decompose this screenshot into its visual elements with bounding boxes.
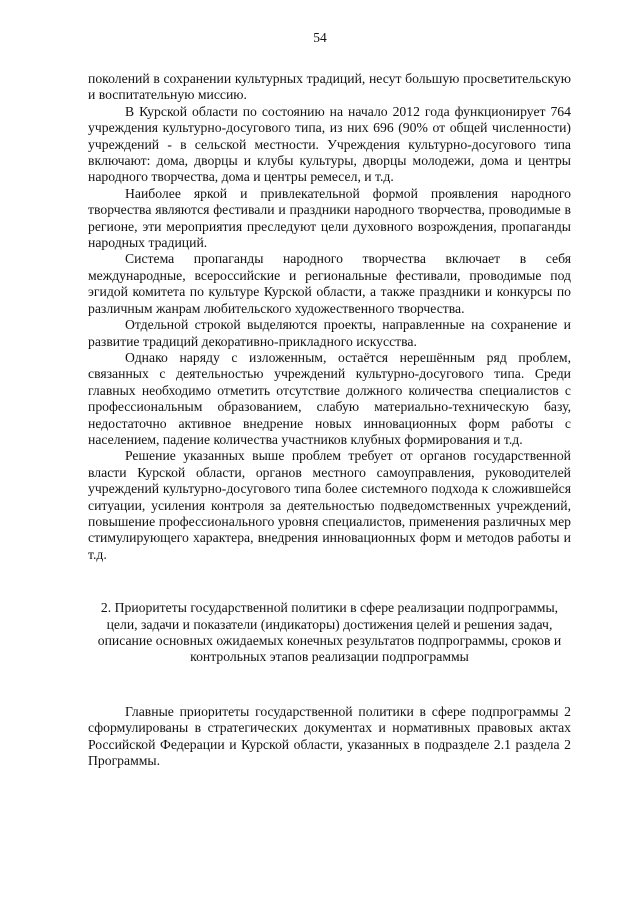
paragraph-2: В Курской области по состоянию на начало 2012 года функционирует 764 учреждения культурно-досугового типа, из них 696 (90% от общей численности) учреждений - в сельской местности. Учреждения культурно-досугового типа включают: дома, дворцы и клубы культуры, дворцы молодежи, дома и центры народного творчества, дома и центры ремесел, и т.д. (88, 103, 571, 185)
paragraph-7: Решение указанных выше проблем требует от органов государственной власти Курской области, органов местного самоуправления, руководителей учреждений культурно-досугового типа более системного подхода к сложившейся ситуации, усиления контроля за деятельностью подведомственных учреждений, повышение профессионального уровня специалистов, применения различных мер стимулирующего характера, внедрения инновационных форм и методов работы и т.д. (88, 448, 571, 562)
section-heading: 2. Приоритеты государственной политики в сфере реализации подпрограммы, цели, задачи и показатели (индикаторы) достижения целей и решения задач, описание основных ожидаемых конечных результатов подпрограммы, сроков и контрольных этапов реализации подпрограммы (97, 600, 562, 665)
paragraph-4: Система пропаганды народного творчества включает в себя международные, всероссийские и региональные фестивали, проводимые под эгидой комитета по культуре Курской области, а также праздники и конкурсы по различным жанрам любительского художественного творчества. (88, 251, 571, 316)
paragraph-1: поколений в сохранении культурных традиций, несут большую просветительскую и воспитательную миссию. (88, 71, 571, 103)
paragraph-5: Отдельной строкой выделяются проекты, направленные на сохранение и развитие традиций декоративно-прикладного искусства. (88, 317, 571, 349)
page-number: 54 (313, 30, 327, 45)
paragraph-6: Однако наряду с изложенным, остаётся нерешённым ряд проблем, связанных с деятельностью учреждений культурно-досугового типа. Среди главных необходимо отметить отсутствие должного количества специалистов с профессиональным образованием, слабую материально-техническую базу, недостаточно активное внедрение новых инновационных форм работы с населением, падение количества участников клубных формирования и т.д. (88, 349, 571, 447)
document-body (88, 71, 571, 769)
paragraph-final: Главные приоритеты государственной политики в сфере подпрограммы 2 сформулированы в стратегических документах и нормативных правовых актах Российской Федерации и Курской области, указанных в подразделе 2.1 раздела 2 Программы. (88, 703, 571, 769)
paragraph-3: Наиболее яркой и привлекательной формой проявления народного творчества являются фестивали и праздники народного творчества, проводимые в регионе, эти мероприятия преследуют цели духовного возрождения, пропаганды народных традиций. (88, 185, 571, 251)
